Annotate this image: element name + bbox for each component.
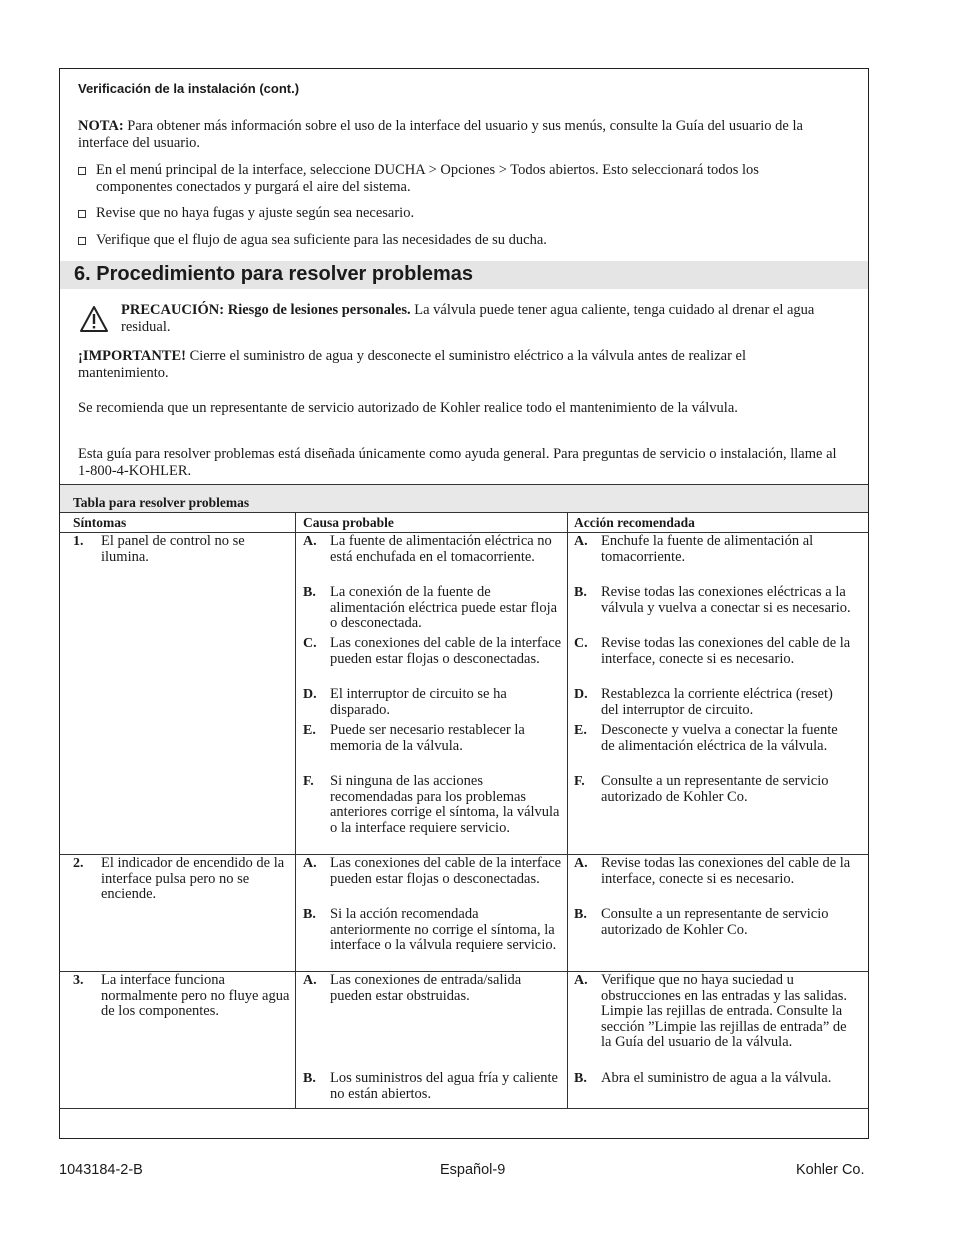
action-label: C. (574, 636, 588, 651)
header-symptoms: Síntomas (73, 515, 127, 530)
table-rule (60, 512, 868, 513)
note-paragraph (78, 118, 838, 151)
cause-label: F. (303, 774, 314, 789)
action-label: A. (574, 534, 588, 549)
action-text: Desconecte y vuelva a conectar la fuente de alimentación eléctrica de la válvula. (601, 722, 838, 754)
action-text: Consulte a un representante de servicio autorizado de Kohler Co. (601, 773, 829, 805)
symptom-text: El indicador de encendido de la interface pulsa pero no se enciende. (101, 855, 285, 903)
recommend-paragraph: Se recomienda que un representante de servicio autorizado de Kohler realice todo el mantenimiento de la válvula. (78, 400, 738, 416)
cause-text: La conexión de la fuente de alimentación eléctrica puede estar floja o desconectada. (330, 584, 558, 632)
symptom-text: El panel de control no se ilumina. (101, 533, 245, 565)
important-paragraph (78, 348, 818, 381)
cause-text: La fuente de alimentación eléctrica no está enchufada en el tomacorriente. (330, 533, 552, 565)
caution-label: PRECAUCIÓN: Riesgo de lesiones personales. (121, 302, 411, 318)
action-label: F. (574, 774, 585, 789)
action-label: E. (574, 723, 587, 738)
cause-label: B. (303, 907, 316, 922)
action-text: Revise todas las conexiones del cable de la interface, conecte si es necesario. (601, 635, 851, 667)
action-label: B. (574, 907, 587, 922)
cause-label: E. (303, 723, 316, 738)
cause-label: A. (303, 534, 317, 549)
action-text: Consulte a un representante de servicio autorizado de Kohler Co. (601, 906, 829, 938)
warning-triangle-icon (79, 305, 109, 333)
action-text: Verifique que no haya suciedad u obstrucciones en las entradas y las salidas. Limpie las rejillas de entrada. Consulte la sección ”Limpie las rejillas de entrada” de la Guía del usuario de la válvula. (601, 972, 848, 1051)
action-text: Enchufe la fuente de alimentación al tomacorriente. (601, 533, 814, 565)
row-number: 2. (73, 856, 84, 871)
bullet-text: En el menú principal de la interface, seleccione DUCHA > Opciones > Todos abiertos. Esto seleccionará todos los componentes conectados y purgará el aire del sistema. (96, 162, 759, 195)
action-label: B. (574, 585, 587, 600)
cause-text: El interruptor de circuito se ha disparado. (330, 686, 507, 718)
cause-label: C. (303, 636, 317, 651)
action-label: A. (574, 973, 588, 988)
footer-doc-number: 1043184-2-B (59, 1162, 143, 1178)
cause-text: Las conexiones del cable de la interface pueden estar flojas o desconectadas. (330, 855, 562, 887)
cause-label: D. (303, 687, 317, 702)
header-action: Acción recomendada (574, 515, 695, 530)
action-label: A. (574, 856, 588, 871)
section-heading-verification: Verificación de la instalación (cont.) (78, 81, 300, 96)
cause-text: Las conexiones del cable de la interface pueden estar flojas o desconectadas. (330, 635, 562, 667)
row-number: 1. (73, 534, 84, 549)
cause-label: A. (303, 973, 317, 988)
action-text: Abra el suministro de agua a la válvula. (601, 1070, 832, 1086)
note-label: NOTA: (78, 118, 124, 134)
action-label: D. (574, 687, 588, 702)
bullet-text: Verifique que el flujo de agua sea suficiente para las necesidades de su ducha. (96, 232, 547, 248)
guide-paragraph: Esta guía para resolver problemas está diseñada únicamente como ayuda general. Para preguntas de servicio o instalación, llame al 1-800-4-KOHLER. (78, 446, 837, 479)
cause-label: B. (303, 585, 316, 600)
caution-text: La válvula puede tener agua caliente, tenga cuidado al drenar el agua residual. (121, 302, 815, 335)
column-divider (567, 512, 568, 1108)
cause-label: A. (303, 856, 317, 871)
footer-page-number: Español-9 (440, 1162, 506, 1178)
table-title: Tabla para resolver problemas (73, 495, 250, 510)
table-bottom-rule (60, 1108, 868, 1109)
bullet-text: Revise que no haya fugas y ajuste según sea necesario. (96, 205, 415, 221)
cause-text: Si ninguna de las acciones recomendadas para los problemas anteriores corrige el síntoma, la válvula o la interface requiere servicio. (330, 773, 560, 836)
important-label: ¡IMPORTANTE! (78, 348, 186, 364)
note-text: Para obtener más información sobre el uso de la interface del usuario y sus menús, consulte la Guía del usuario de la interface del usuario. (78, 118, 803, 151)
action-text: Restablezca la corriente eléctrica (reset) del interruptor de circuito. (601, 686, 833, 718)
column-divider (295, 512, 296, 1108)
cause-text: Las conexiones de entrada/salida pueden estar obstruidas. (330, 972, 522, 1004)
table-top-rule (60, 484, 868, 485)
square-bullet-icon (78, 237, 86, 245)
footer-company: Kohler Co. (796, 1162, 865, 1178)
symptom-text: La interface funciona normalmente pero no fluye agua de los componentes. (101, 972, 290, 1020)
row-number: 3. (73, 973, 84, 988)
action-text: Revise todas las conexiones eléctricas a la válvula y vuelva a conectar si es necesario. (601, 584, 851, 616)
square-bullet-icon (78, 210, 86, 218)
cause-label: B. (303, 1071, 316, 1086)
square-bullet-icon (78, 167, 86, 175)
action-label: B. (574, 1071, 587, 1086)
section-title: 6. Procedimiento para resolver problemas (74, 263, 474, 285)
header-cause: Causa probable (303, 515, 394, 530)
cause-text: Los suministros del agua fría y caliente no están abiertos. (330, 1070, 558, 1102)
important-text: Cierre el suministro de agua y desconecte el suministro eléctrico a la válvula antes de realizar el mantenimiento. (78, 348, 747, 381)
caution-paragraph (121, 302, 851, 335)
cause-text: Si la acción recomendada anteriormente no corrige el síntoma, la interface o la válvula requiere servicio. (330, 906, 557, 954)
action-text: Revise todas las conexiones del cable de la interface, conecte si es necesario. (601, 855, 851, 887)
cause-text: Puede ser necesario restablecer la memoria de la válvula. (330, 722, 525, 754)
